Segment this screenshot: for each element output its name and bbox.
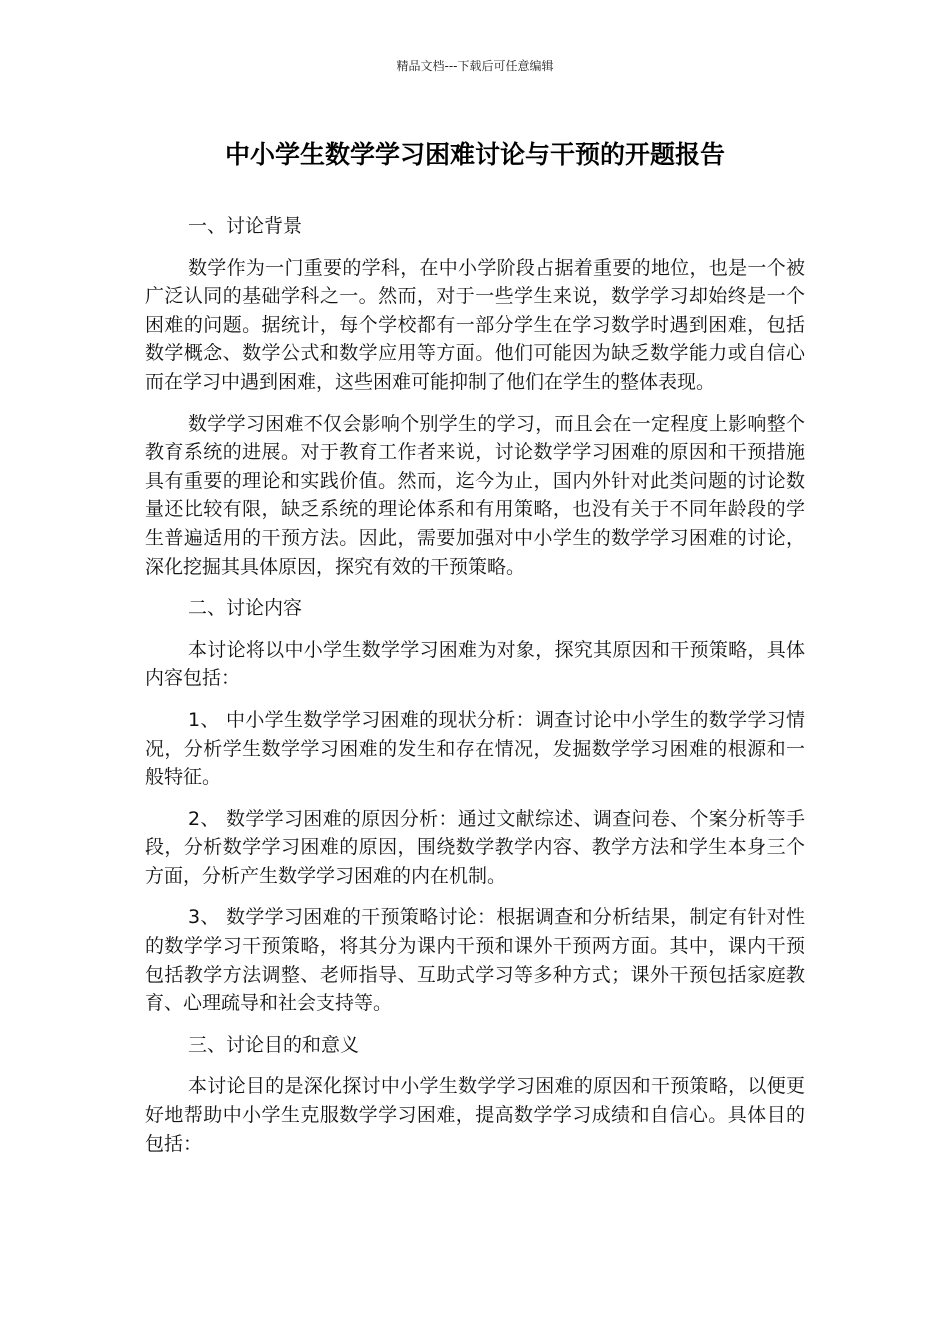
section-heading-content: 二、讨论内容 bbox=[188, 597, 303, 620]
background-paragraph-2: 数学学习困难不仅会影响个别学生的学习，而且会在一定程度上影响整个教育系统的进展。对于教育工作者来说，讨论数学学习困难的原因和干预措施具有重要的理论和实践价值。然而，迄今为止，国内外针对此类问题的讨论数量还比较有限，缺乏系统的理论体系和有用策略，也没有关于不同年龄段的学生普遍适用的干预方法。因此，需要加强对中小学生的数学学习困难的讨论，深化挖掘其具体原因，探究有效的干预策略。 bbox=[145, 412, 805, 578]
section-heading-purpose: 三、讨论目的和意义 bbox=[188, 1033, 360, 1056]
header-note: 精品文档---下载后可任意编辑 bbox=[396, 59, 554, 73]
purpose-paragraph-1: 本讨论目的是深化探讨中小学生数学学习困难的原因和干预策略，以便更好地帮助中小学生克服数学学习困难，提高数学学习成绩和自信心。具体目的包括： bbox=[145, 1075, 805, 1155]
content-item-2: 2、 数学学习困难的原因分析：通过文献综述、调查问卷、个案分析等手段，分析数学学习困难的原因，围绕数学教学内容、教学方法和学生本身三个方面，分析产生数学学习困难的内在机制。 bbox=[145, 807, 805, 887]
content-item-1: 1、 中小学生数学学习困难的现状分析：调查讨论中小学生的数学学习情况，分析学生数学学习困难的发生和存在情况，发掘数学学习困难的根源和一般特征。 bbox=[145, 708, 805, 789]
document-body bbox=[145, 212, 805, 1171]
document-title: 中小学生数学学习困难讨论与干预的开题报告 bbox=[224, 140, 725, 169]
content-paragraph-intro: 本讨论将以中小学生数学学习困难为对象，探究其原因和干预策略，具体内容包括： bbox=[145, 638, 805, 690]
section-heading-background: 一、讨论背景 bbox=[188, 215, 303, 237]
background-paragraph-1: 数学作为一门重要的学科，在中小学阶段占据着重要的地位，也是一个被广泛认同的基础学科之一。然而，对于一些学生来说，数学学习却始终是一个困难的问题。据统计，每个学校都有一部分学生在学习数学时遇到困难，包括数学概念、数学公式和数学应用等方面。他们可能因为缺乏数学能力或自信心而在学习中遇到困难，这些困难可能抑制了他们在学生的整体表现。 bbox=[145, 256, 805, 393]
content-item-3: 3、 数学学习困难的干预策略讨论：根据调查和分析结果，制定有针对性的数学学习干预策略，将其分为课内干预和课外干预两方面。其中，课内干预包括教学方法调整、老师指导、互助式学习等多种方式；课外干预包括家庭教育、心理疏导和社会支持等。 bbox=[145, 906, 805, 1015]
